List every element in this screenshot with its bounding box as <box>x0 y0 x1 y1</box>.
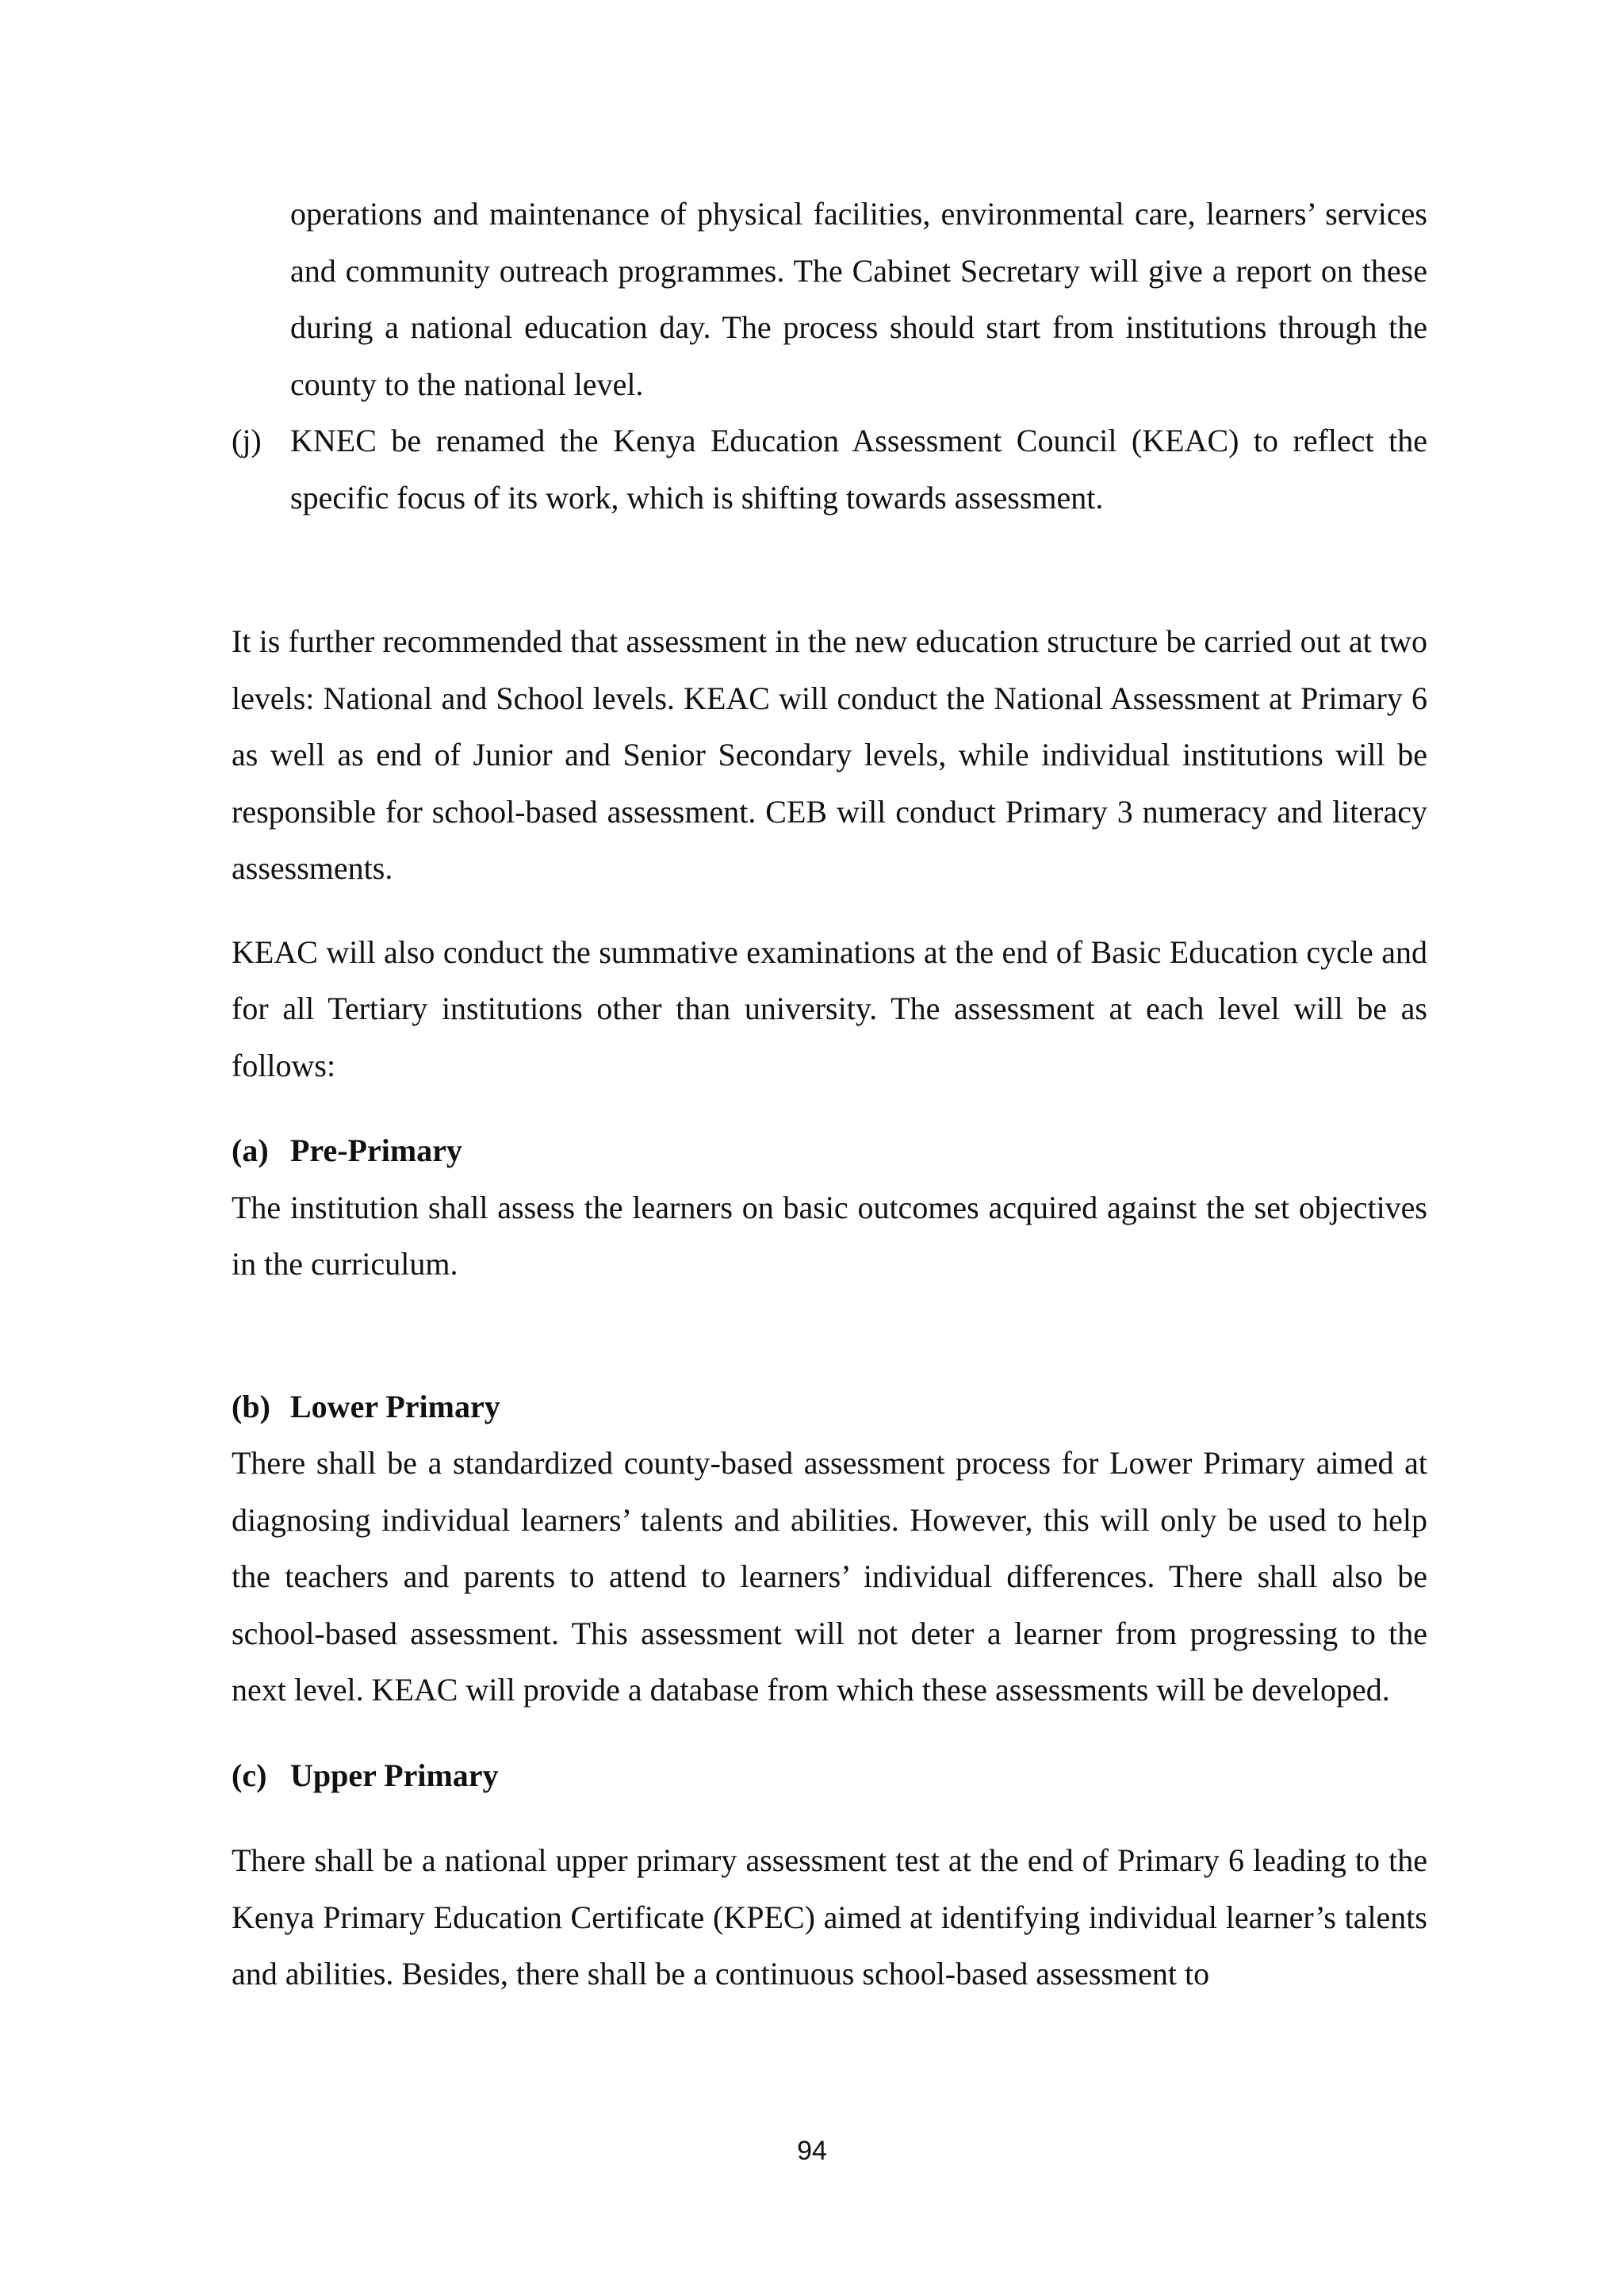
list-item-j-text: KNEC be renamed the Kenya Education Assessment Council (KEAC) to reflect the specific focus of its work, which is shifting towards assessment. <box>290 423 1427 516</box>
spacer <box>232 1803 1427 1832</box>
section-heading-pre-primary <box>232 1122 1427 1179</box>
section-marker: (c) <box>232 1757 267 1793</box>
section-heading-upper-primary <box>232 1747 1427 1804</box>
section-text-upper-primary: There shall be a national upper primary assessment test at the end of Primary 6 leading to the Kenya Primary Education Certificate (KPEC) aimed at identifying individual learner’s talents and abilities. Besides, there shall be a continuous school-based assessment to <box>232 1842 1427 1991</box>
section-text-lower-primary: There shall be a standardized county-based assessment process for Lower Primary aimed at diagnosing individual learners’ talents and abilities. However, this will only be used to help the teachers and parents to attend to learners’ individual differences. There shall also be school-based assessment. This assessment will not deter a learner from progressing to the next level. KEAC will provide a database from which these assessments will be developed. <box>232 1445 1427 1708</box>
spacer <box>232 1719 1427 1747</box>
section-heading-lower-primary <box>232 1378 1427 1435</box>
paragraph-summative-exams: KEAC will also conduct the summative examinations at the end of Basic Education cycle and for all Tertiary institutions other than university. The assessment at each level will be as follows: <box>232 933 1427 1083</box>
page-content <box>232 186 1427 2003</box>
section-marker: (b) <box>232 1388 270 1424</box>
list-marker-j: (j) <box>232 423 262 458</box>
spacer <box>232 526 1427 613</box>
spacer <box>232 1094 1427 1122</box>
section-title: Lower Primary <box>290 1388 500 1424</box>
list-item-j <box>232 412 1427 526</box>
section-marker: (a) <box>232 1133 269 1168</box>
page-number: 94 <box>797 2136 827 2166</box>
continued-list-text: operations and maintenance of physical facilities, environmental care, learners’ services and community outreach programmes. The Cabinet Secretary will give a report on these during a national education day. The process should start from institutions through the county to the national level. <box>290 196 1427 402</box>
section-title: Upper Primary <box>290 1757 499 1793</box>
paragraph-assessment-levels: It is further recommended that assessment in the new education structure be carried out at two levels: National and School levels. KEAC will conduct the National Assessment at Primary 6 as well as end of Junior and Senior Secondary levels, while individual institutions will be responsible for school-based assessment. CEB will conduct Primary 3 numeracy and literacy assessments. <box>232 623 1427 886</box>
section-text-pre-primary: The institution shall assess the learners on basic outcomes acquired against the set objectives in the curriculum. <box>232 1189 1427 1282</box>
spacer <box>232 1293 1427 1378</box>
spacer <box>232 897 1427 924</box>
section-title: Pre-Primary <box>290 1133 462 1168</box>
